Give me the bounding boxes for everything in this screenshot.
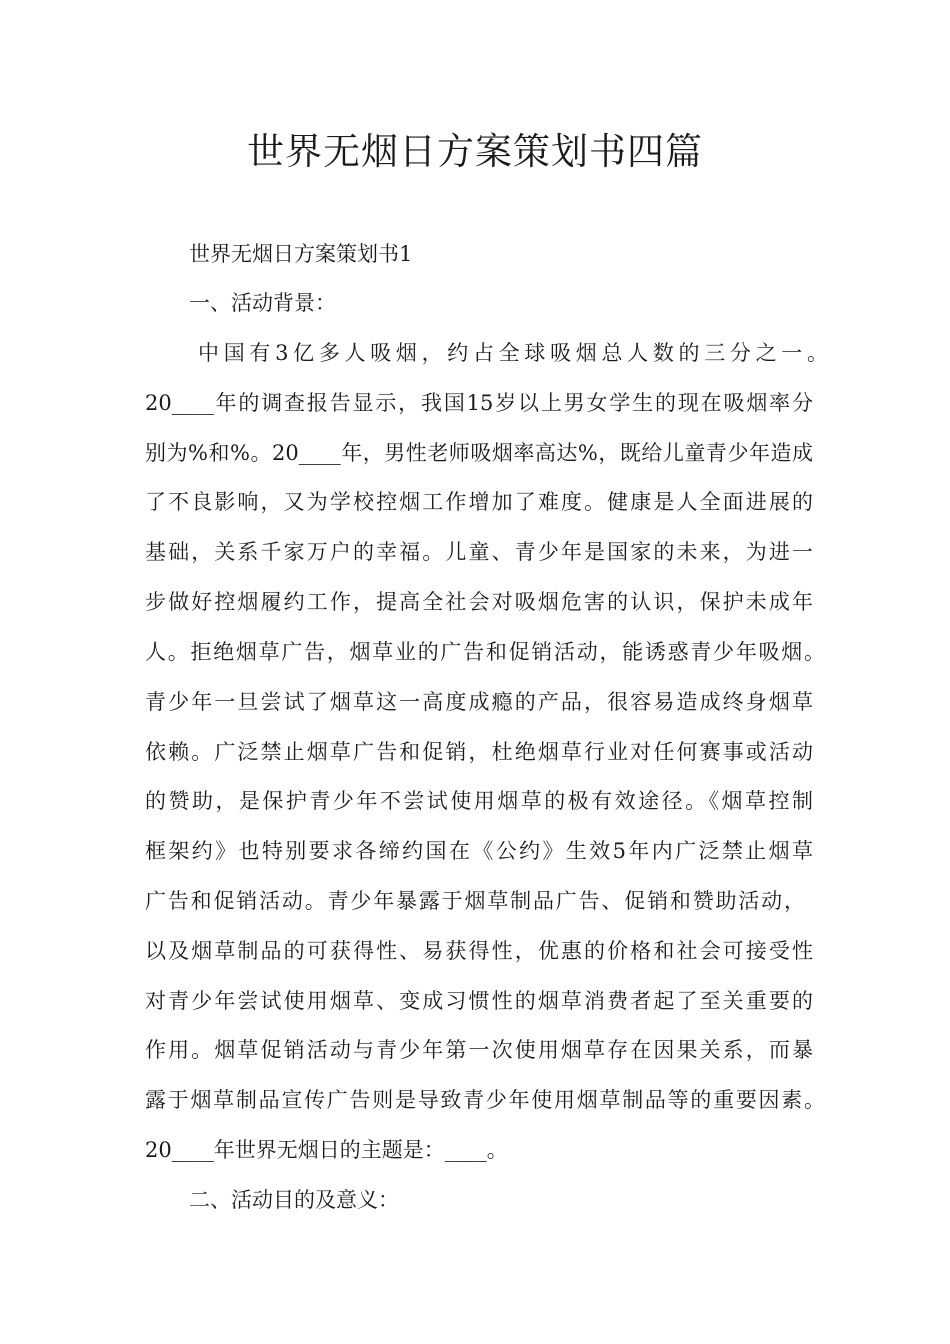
paragraph-line: 广告和促销活动。青少年暴露于烟草制品广告、促销和赞助活动， xyxy=(145,889,805,913)
paragraph-line: 20____年的调查报告显示，我国15岁以上男女学生的现在吸烟率分 xyxy=(145,391,813,415)
paragraph-line: 人。拒绝烟草广告，烟草业的广告和促销活动，能诱惑青少年吸烟。 xyxy=(145,640,825,664)
paragraph-line: 露于烟草制品宣传广告则是导致青少年使用烟草制品等的重要因素。 xyxy=(145,1088,825,1112)
paragraph-line: 别为%和%。20____年，男性老师吸烟率高达%，既给儿童青少年造成 xyxy=(145,441,813,465)
paragraph-line: 20____年世界无烟日的主题是：____。 xyxy=(145,1138,508,1162)
paragraph-line: 以及烟草制品的可获得性、易获得性，优惠的价格和社会可接受性 xyxy=(145,939,813,963)
document-title: 世界无烟日方案策划书四篇 xyxy=(247,130,703,173)
paragraph-line: 框架约》也特别要求各缔约国在《公约》生效5年内广泛禁止烟草 xyxy=(145,839,813,863)
heading-activity-background: 一、活动背景： xyxy=(189,291,336,315)
paragraph-line: 了不良影响，又为学校控烟工作增加了难度。健康是人全面进展的 xyxy=(145,490,813,514)
paragraph-line: 步做好控烟履约工作，提高全社会对吸烟危害的认识，保护未成年 xyxy=(145,590,813,614)
paragraph-line: 作用。烟草促销活动与青少年第一次使用烟草存在因果关系，而暴 xyxy=(145,1038,813,1062)
paragraph-line: 的赞助，是保护青少年不尝试使用烟草的极有效途径。《烟草控制 xyxy=(145,789,813,813)
paragraph-line: 基础，关系千家万户的幸福。儿童、青少年是国家的未来，为进一 xyxy=(145,540,813,564)
heading-purpose-significance: 二、活动目的及意义： xyxy=(189,1188,399,1212)
section-heading: 世界无烟日方案策划书1 xyxy=(189,242,413,266)
paragraph-line: 依赖。广泛禁止烟草广告和促销，杜绝烟草行业对任何赛事或活动 xyxy=(145,740,813,764)
paragraph-line: 对青少年尝试使用烟草、变成习惯性的烟草消费者起了至关重要的 xyxy=(145,989,813,1013)
paragraph-line: 青少年一旦尝试了烟草这一高度成瘾的产品，很容易造成终身烟草 xyxy=(145,690,813,714)
paragraph-line: 中国有3亿多人吸烟，约占全球吸烟总人数的三分之一。 xyxy=(198,341,828,365)
